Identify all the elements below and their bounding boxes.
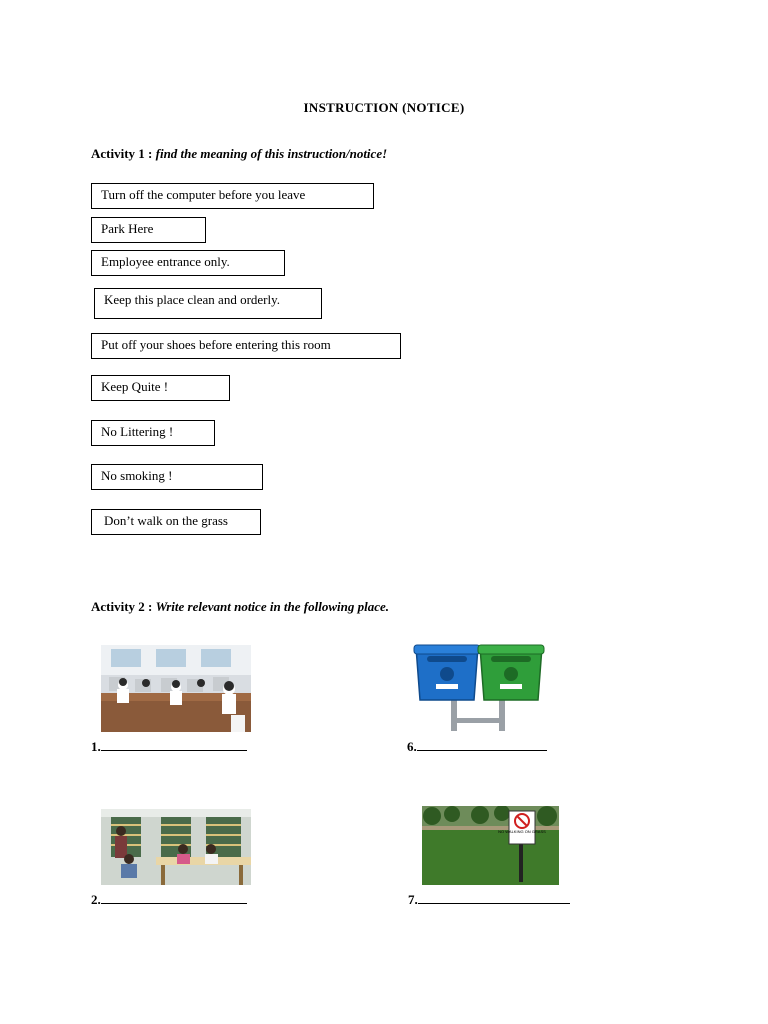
notice-text: Keep this place clean and orderly. — [104, 292, 281, 307]
notice-box-computer — [91, 183, 374, 209]
activity-2-heading — [91, 599, 389, 615]
answer-blank-line[interactable] — [101, 740, 247, 751]
notice-box-employee — [91, 250, 285, 276]
notice-box-quiet — [91, 375, 230, 401]
notice-text: Don’t walk on the grass — [104, 513, 228, 528]
notice-box-park — [91, 217, 206, 243]
activity-1-description: find the meaning of this instruction/notice! — [155, 146, 388, 161]
recycling-bins-photo — [411, 642, 547, 734]
grass-sign-photo — [422, 806, 559, 885]
sign-text: NO WALKING ON GRASS — [498, 829, 546, 834]
library-photo — [101, 809, 251, 885]
notice-box-grass — [91, 509, 261, 535]
grass-sign-image — [422, 806, 559, 885]
notice-text: Put off your shoes before entering this room — [101, 337, 331, 352]
answer-6[interactable] — [407, 739, 547, 755]
notice-box-shoes — [91, 333, 401, 359]
notice-box-littering — [91, 420, 215, 446]
answer-blank-line[interactable] — [418, 893, 570, 904]
answer-number: 1. — [91, 739, 101, 754]
notice-box-clean — [94, 288, 322, 319]
activity-1-label: Activity 1 : — [91, 146, 153, 161]
page-title: INSTRUCTION (NOTICE) — [303, 100, 465, 115]
answer-blank-line[interactable] — [101, 893, 247, 904]
recycling-bins-image — [411, 642, 547, 734]
notice-text: Park Here — [101, 221, 154, 236]
notice-text: No smoking ! — [101, 468, 173, 483]
answer-number: 2. — [91, 892, 101, 907]
computer-lab-photo — [101, 645, 251, 732]
activity-2-label: Activity 2 : — [91, 599, 153, 614]
answer-2[interactable] — [91, 892, 247, 908]
answer-7[interactable] — [408, 892, 570, 908]
notice-text: No Littering ! — [101, 424, 174, 439]
activity-2-description: Write relevant notice in the following place. — [155, 599, 390, 614]
computer-lab-image — [101, 645, 251, 732]
activity-1-heading — [91, 146, 387, 162]
answer-blank-line[interactable] — [417, 740, 547, 751]
library-image — [101, 809, 251, 885]
notice-text: Turn off the computer before you leave — [101, 187, 306, 202]
answer-number: 7. — [408, 892, 418, 907]
answer-number: 6. — [407, 739, 417, 754]
notice-box-smoking — [91, 464, 263, 490]
notice-text: Keep Quite ! — [101, 379, 169, 394]
notice-text: Employee entrance only. — [101, 254, 230, 269]
answer-1[interactable] — [91, 739, 247, 755]
